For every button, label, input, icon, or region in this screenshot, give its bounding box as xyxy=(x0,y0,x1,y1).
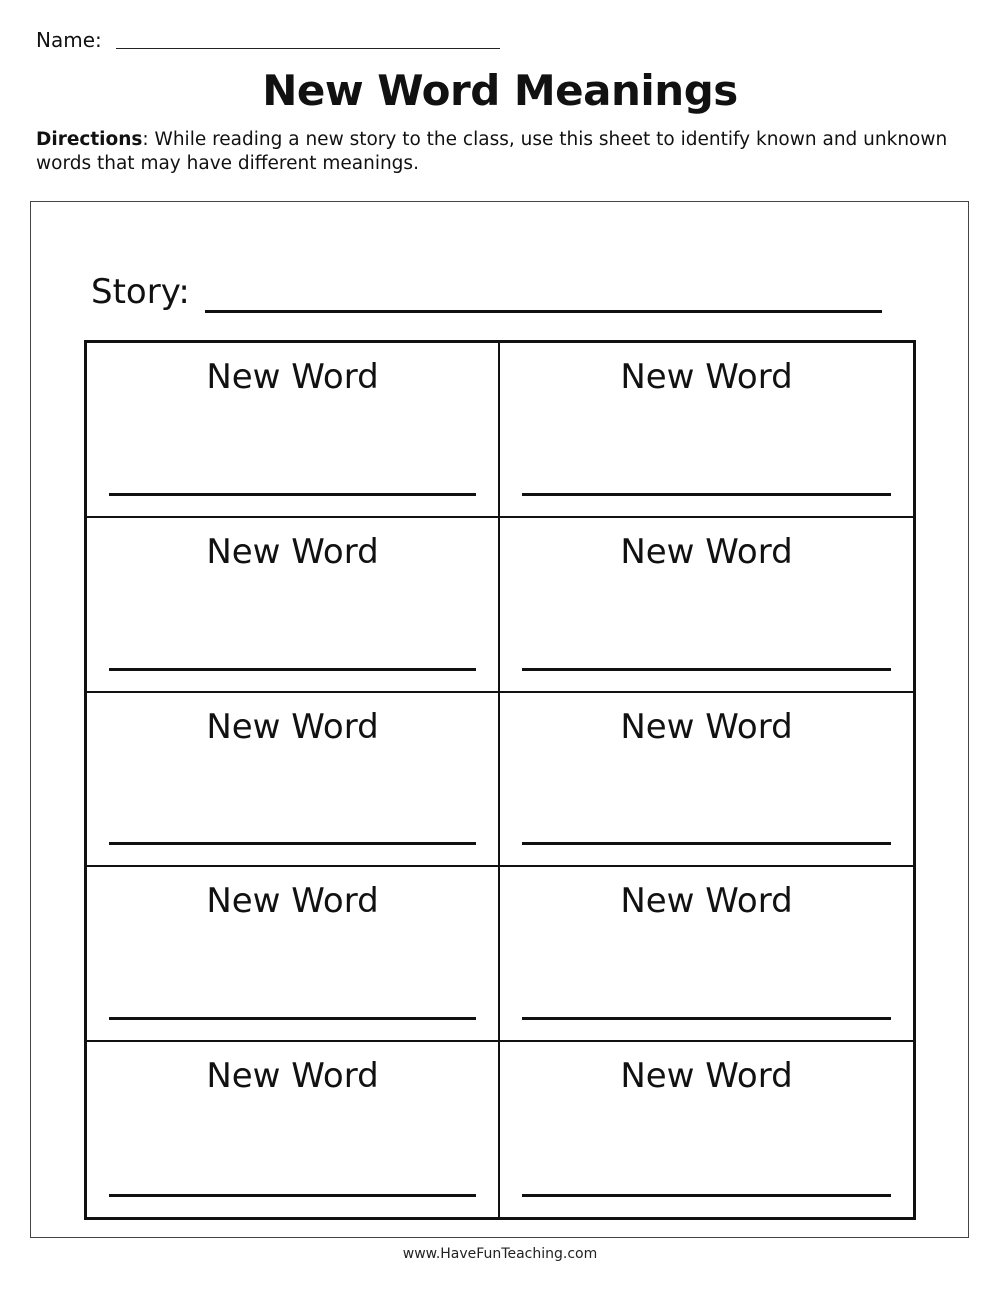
page-title: New Word Meanings xyxy=(262,66,738,115)
word-cell xyxy=(500,518,913,693)
word-answer-line[interactable] xyxy=(109,1194,476,1197)
word-cell xyxy=(87,518,500,693)
word-cell-label: New Word xyxy=(206,881,379,922)
word-cell-label: New Word xyxy=(206,531,379,572)
word-cell xyxy=(500,343,913,518)
word-cell-label: New Word xyxy=(206,1056,379,1097)
directions xyxy=(36,128,966,176)
name-line[interactable] xyxy=(116,48,500,49)
word-cell-label: New Word xyxy=(620,881,793,922)
directions-text: : While reading a new story to the class, use this sheet to identify known and unknown words that may have different meanings. xyxy=(36,129,948,174)
word-cell-label: New Word xyxy=(620,357,793,397)
word-cell xyxy=(87,343,500,518)
directions-label: Directions xyxy=(36,129,143,150)
word-cell xyxy=(500,1042,913,1217)
word-cell-label: New Word xyxy=(206,357,379,397)
word-answer-line[interactable] xyxy=(522,842,891,845)
word-answer-line[interactable] xyxy=(522,1017,891,1020)
word-answer-line[interactable] xyxy=(109,493,476,496)
word-cell xyxy=(500,693,913,868)
word-cell xyxy=(500,867,913,1042)
word-grid xyxy=(84,340,916,1220)
story-line[interactable] xyxy=(205,310,882,313)
story-label: Story: xyxy=(91,272,190,312)
word-answer-line[interactable] xyxy=(109,1017,476,1020)
name-label: Name: xyxy=(36,28,102,52)
word-answer-line[interactable] xyxy=(522,1194,891,1197)
word-cell xyxy=(87,867,500,1042)
word-answer-line[interactable] xyxy=(522,493,891,496)
word-cell-label: New Word xyxy=(620,531,793,572)
word-cell-label: New Word xyxy=(620,706,793,747)
word-answer-line[interactable] xyxy=(109,842,476,845)
footer-url: www.HaveFunTeaching.com xyxy=(402,1246,598,1262)
word-cell xyxy=(87,1042,500,1217)
word-cell-label: New Word xyxy=(620,1056,793,1097)
word-cell xyxy=(87,693,500,868)
word-answer-line[interactable] xyxy=(109,668,476,671)
word-cell-label: New Word xyxy=(206,706,379,747)
word-answer-line[interactable] xyxy=(522,668,891,671)
